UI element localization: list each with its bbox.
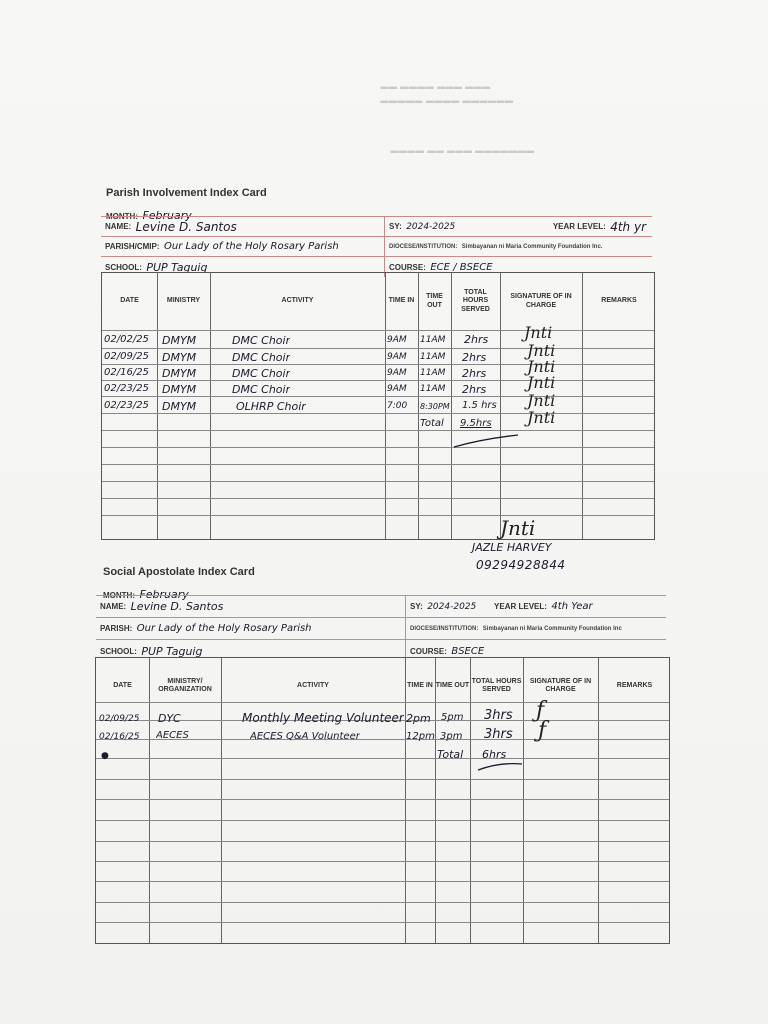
signature-mark: Jnti: [524, 323, 553, 342]
stray-mark: ●: [101, 751, 109, 761]
table-row-time-in: 9AM: [387, 368, 407, 378]
col-header-date: DATE: [113, 681, 132, 689]
table-row-date: 02/23/25: [104, 400, 149, 411]
signature-mark: ƒ: [536, 698, 545, 723]
parish-info-grid: NAME: Levine D. Santos SY: 2024-2025 YEAR LEVEL: 4th yr PARISH/CMIP: Our Lady of the Holy Rosary Parish DIOCESE/INSTITUTION: Simbayanan ni Maria Community Foundation Inc. SCHOOL: PUP Taguig COURSE: ECE / BSECE: [101, 216, 652, 277]
social-diocese-value: Simbayanan ni Maria Community Foundation Inc: [482, 625, 622, 632]
col-header-remarks: REMARKS: [616, 681, 653, 689]
table-row-activity: DMC Choir: [232, 351, 291, 364]
parish-diocese-value: Simbayanan ni Maria Community Foundation Inc.: [461, 243, 603, 250]
table-row-time-in: 12pm: [406, 731, 435, 742]
col-header-date: DATE: [120, 297, 139, 305]
social-log-table: [95, 657, 670, 944]
total-hours-value: 9.5hrs: [460, 418, 492, 429]
table-row-time-out: 8:30PM: [420, 402, 450, 411]
total-underline-stroke: [476, 756, 526, 776]
table-row-ministry: DMYM: [162, 367, 197, 380]
bleed-through-text: ▬▬▬▬▬▬ ▬▬▬▬ ▬▬▬▬▬: [380, 96, 513, 105]
table-row-time-out: 11AM: [420, 384, 446, 394]
social-sy-value: 2024-2025: [427, 601, 477, 612]
table-row-time-in: 9AM: [387, 335, 407, 345]
table-row-time-out: 11AM: [420, 335, 446, 345]
table-row-activity: DMC Choir: [232, 334, 291, 347]
table-row-time-out: 3pm: [440, 731, 463, 742]
col-header-activity: ACTIVITY: [281, 297, 314, 305]
col-header-total-hours: TOTAL HOURS SERVED: [471, 677, 522, 693]
table-row-time-out: 11AM: [420, 352, 446, 362]
social-month: MONTH: February: [103, 588, 189, 601]
parish-parish-value: Our Lady of the Holy Rosary Parish: [163, 241, 339, 252]
table-row-date: 02/23/25: [104, 383, 149, 394]
table-row-ministry: AECES: [156, 730, 189, 741]
signature-mark: Jnti: [527, 408, 556, 427]
social-month-value: February: [139, 588, 189, 601]
table-row-hours: 3hrs: [484, 727, 513, 742]
col-header-time-in: TIME IN: [388, 297, 415, 305]
col-header-signature: SIGNATURE OF IN CHARGE: [529, 677, 592, 693]
table-row-ministry: DMYM: [162, 383, 197, 396]
social-name-value: Levine D. Santos: [130, 600, 224, 613]
total-underline-stroke: [452, 431, 522, 451]
table-row-date: 02/09/25: [104, 351, 149, 362]
table-row-hours: 2hrs: [462, 367, 487, 380]
col-header-ministry: MINISTRY: [166, 297, 201, 305]
parish-log-table: [101, 272, 655, 540]
table-row-date: 02/02/25: [104, 334, 149, 345]
table-row-hours: 2hrs: [464, 333, 489, 346]
col-header-remarks: REMARKS: [601, 297, 637, 305]
col-header-time-out: TIME OUT: [426, 293, 443, 309]
social-course-value: BSECE: [451, 645, 485, 657]
signature-mark: Jnti: [527, 357, 556, 376]
col-header-time-out: TIME OUT: [435, 681, 470, 689]
col-header-activity: ACTIVITY: [297, 681, 329, 689]
table-row-ministry: DMYM: [162, 334, 197, 347]
col-header-ministry-org: MINISTRY/ ORGANIZATION: [158, 677, 212, 693]
parish-course-value: ECE / BSECE: [430, 261, 493, 273]
parish-name-value: Levine D. Santos: [135, 219, 237, 234]
table-row-date: 02/09/25: [99, 714, 140, 724]
parish-school-value: PUP Taguig: [146, 260, 208, 274]
table-row-time-in: 2pm: [406, 712, 431, 725]
table-row-date: 02/16/25: [104, 367, 149, 378]
table-row-activity: Monthly Meeting Volunteer: [242, 711, 404, 725]
table-row-ministry: DMYM: [162, 400, 197, 413]
parish-card-title: Parish Involvement Index Card: [106, 187, 267, 199]
table-row-time-in: 9AM: [387, 352, 407, 362]
table-row-date: 02/16/25: [99, 732, 140, 742]
coordinator-signature: Jnti: [500, 516, 536, 540]
table-row-time-out: 11AM: [420, 368, 446, 378]
total-label: Total: [420, 418, 444, 429]
signature-mark: ƒ: [538, 718, 547, 743]
table-row-hours: 1.5 hrs: [462, 400, 497, 411]
table-row-time-in: 7:00: [387, 401, 408, 411]
table-row-activity: AECES Q&A Volunteer: [250, 731, 360, 742]
col-header-time-in: TIME IN: [407, 681, 433, 689]
parish-month-value: February: [142, 209, 192, 222]
table-row-hours: 2hrs: [462, 383, 487, 396]
col-header-signature: SIGNATURE OF IN CHARGE: [510, 293, 572, 309]
table-row-ministry: DYC: [158, 712, 181, 725]
parish-month: MONTH: February: [106, 209, 192, 222]
total-hours-value: 6hrs: [482, 748, 507, 761]
signature-mark: Jnti: [527, 373, 556, 392]
coordinator-phone: 09294928844: [476, 558, 566, 572]
table-row-activity: DMC Choir: [232, 367, 291, 380]
total-label: Total: [437, 748, 464, 761]
col-header-total-hours: TOTAL HOURS SERVED: [461, 288, 490, 313]
table-row-time-in: 9AM: [387, 384, 407, 394]
coordinator-name: JAZLE HARVEY: [472, 541, 552, 554]
bleed-through-text: ▬▬▬ ▬▬▬ ▬▬▬▬ ▬▬: [380, 82, 491, 91]
table-row-time-out: 5pm: [441, 712, 464, 723]
signature-mark: Jnti: [527, 341, 556, 360]
table-row-activity: OLHRP Choir: [236, 400, 306, 413]
social-parish-value: Our Lady of the Holy Rosary Parish: [136, 623, 312, 634]
table-row-activity: DMC Choir: [232, 383, 291, 396]
social-card-title: Social Apostolate Index Card: [103, 566, 255, 578]
social-school-value: PUP Taguig: [141, 644, 203, 658]
table-row-ministry: DMYM: [162, 351, 197, 364]
bleed-through-text: ▬▬▬▬▬▬▬ ▬▬▬ ▬▬ ▬▬▬▬: [390, 146, 535, 155]
table-row-hours: 2hrs: [462, 351, 487, 364]
signature-mark: Jnti: [527, 391, 556, 410]
parish-sy-value: 2024-2025: [406, 221, 456, 232]
parish-year-level-value: 4th yr: [610, 219, 646, 234]
social-info-grid: NAME: Levine D. Santos SY: 2024-2025 YEAR LEVEL: 4th Year PARISH: Our Lady of the Holy Rosary Parish DIOCESE/INSTITUTION: Simbayanan ni Maria Community Foundation Inc SCHOOL: PUP Taguig COURSE: BSECE: [96, 595, 666, 662]
social-year-level-value: 4th Year: [551, 601, 593, 612]
table-row-hours: 3hrs: [484, 708, 513, 723]
